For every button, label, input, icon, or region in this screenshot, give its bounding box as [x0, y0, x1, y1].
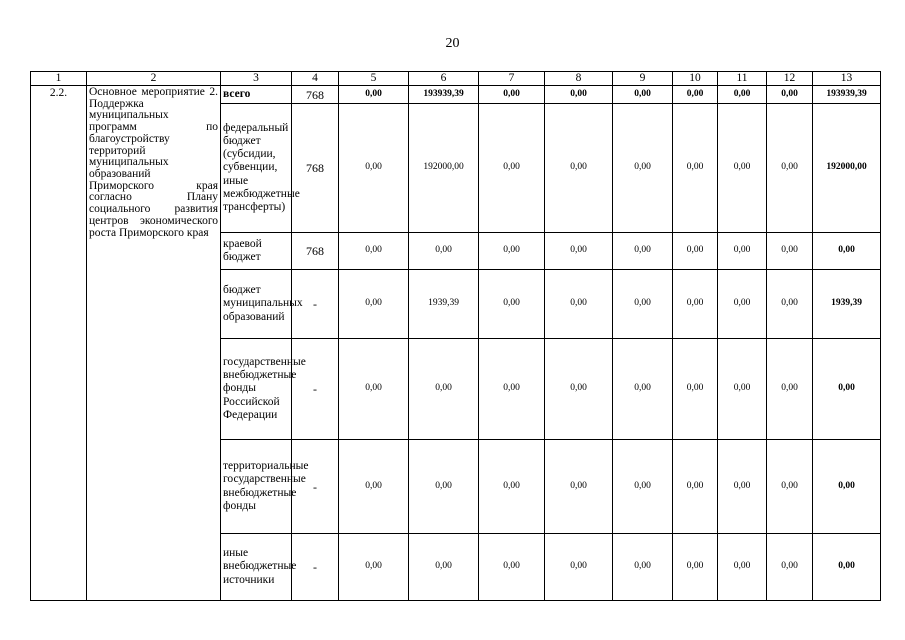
value-cell: 0,00 — [409, 534, 479, 601]
value-cell: 0,00 — [339, 86, 409, 104]
value-cell: 0,00 — [613, 86, 673, 104]
value-cell: 0,00 — [545, 440, 613, 534]
budget-code: 768 — [292, 86, 339, 104]
column-header: 11 — [718, 72, 767, 86]
value-cell: 0,00 — [339, 270, 409, 339]
item-number: 2.2. — [31, 86, 87, 601]
value-cell: 0,00 — [339, 233, 409, 270]
value-cell: 0,00 — [545, 86, 613, 104]
column-header: 2 — [87, 72, 221, 86]
value-cell: 0,00 — [479, 440, 545, 534]
budget-code: - — [292, 440, 339, 534]
value-cell: 0,00 — [409, 339, 479, 440]
total-cell: 192000,00 — [813, 104, 881, 233]
value-cell: 0,00 — [479, 534, 545, 601]
funding-source: краевой бюджет — [221, 233, 292, 270]
value-cell: 0,00 — [718, 339, 767, 440]
value-cell: 0,00 — [409, 233, 479, 270]
value-cell: 0,00 — [767, 440, 813, 534]
column-header: 8 — [545, 72, 613, 86]
budget-table — [30, 71, 881, 601]
value-cell: 0,00 — [479, 104, 545, 233]
value-cell: 0,00 — [339, 534, 409, 601]
column-header: 7 — [479, 72, 545, 86]
funding-source: федеральный бюджет (субсидии, субвенции, иные межбюджетные трансферты) — [221, 104, 292, 233]
value-cell: 0,00 — [767, 86, 813, 104]
value-cell: 0,00 — [545, 233, 613, 270]
value-cell: 0,00 — [613, 270, 673, 339]
value-cell: 0,00 — [613, 104, 673, 233]
value-cell: 0,00 — [479, 233, 545, 270]
value-cell: 0,00 — [673, 534, 718, 601]
total-cell: 193939,39 — [813, 86, 881, 104]
column-header: 10 — [673, 72, 718, 86]
value-cell: 0,00 — [613, 534, 673, 601]
value-cell: 0,00 — [613, 233, 673, 270]
value-cell: 0,00 — [339, 104, 409, 233]
value-cell: 0,00 — [718, 270, 767, 339]
value-cell: 0,00 — [718, 233, 767, 270]
total-cell: 1939,39 — [813, 270, 881, 339]
total-cell: 0,00 — [813, 534, 881, 601]
value-cell: 0,00 — [613, 440, 673, 534]
value-cell: 0,00 — [545, 104, 613, 233]
budget-code: 768 — [292, 104, 339, 233]
budget-code: - — [292, 270, 339, 339]
funding-source: всего — [221, 86, 292, 104]
column-header: 3 — [221, 72, 292, 86]
column-header: 4 — [292, 72, 339, 86]
total-cell: 0,00 — [813, 233, 881, 270]
value-cell: 0,00 — [545, 534, 613, 601]
column-header: 6 — [409, 72, 479, 86]
value-cell: 193939,39 — [409, 86, 479, 104]
value-cell: 0,00 — [767, 339, 813, 440]
column-header: 9 — [613, 72, 673, 86]
value-cell: 0,00 — [673, 270, 718, 339]
funding-source: территориальные государственные внебюджетные фонды — [221, 440, 292, 534]
value-cell: 0,00 — [479, 270, 545, 339]
value-cell: 192000,00 — [409, 104, 479, 233]
value-cell: 0,00 — [673, 104, 718, 233]
value-cell: 0,00 — [767, 233, 813, 270]
funding-source: иные внебюджетные источники — [221, 534, 292, 601]
value-cell: 0,00 — [545, 270, 613, 339]
value-cell: 0,00 — [673, 233, 718, 270]
value-cell: 0,00 — [718, 86, 767, 104]
total-cell: 0,00 — [813, 440, 881, 534]
column-header: 1 — [31, 72, 87, 86]
column-header: 12 — [767, 72, 813, 86]
value-cell: 0,00 — [545, 339, 613, 440]
budget-code: - — [292, 339, 339, 440]
value-cell: 0,00 — [718, 104, 767, 233]
column-header: 13 — [813, 72, 881, 86]
value-cell: 0,00 — [339, 440, 409, 534]
total-cell: 0,00 — [813, 339, 881, 440]
value-cell: 0,00 — [767, 270, 813, 339]
value-cell: 0,00 — [718, 440, 767, 534]
column-header: 5 — [339, 72, 409, 86]
value-cell: 0,00 — [339, 339, 409, 440]
value-cell: 0,00 — [479, 339, 545, 440]
item-description: Основное мероприятие 2. Поддержка муниципальных программ по благоустройству территорий муниципальных образований Приморского края согласно Плану социального развития центров экономического роста Приморского края — [87, 86, 221, 601]
value-cell: 0,00 — [613, 339, 673, 440]
value-cell: 0,00 — [673, 339, 718, 440]
value-cell: 0,00 — [479, 86, 545, 104]
table-row — [31, 86, 881, 104]
value-cell: 0,00 — [718, 534, 767, 601]
value-cell: 1939,39 — [409, 270, 479, 339]
page-number: 20 — [445, 36, 460, 51]
value-cell: 0,00 — [673, 440, 718, 534]
funding-source: бюджет муниципальных образований — [221, 270, 292, 339]
budget-code: 768 — [292, 233, 339, 270]
value-cell: 0,00 — [767, 104, 813, 233]
value-cell: 0,00 — [673, 86, 718, 104]
column-number-row — [31, 72, 881, 86]
value-cell: 0,00 — [767, 534, 813, 601]
funding-source: государственные внебюджетные фонды Российской Федерации — [221, 339, 292, 440]
value-cell: 0,00 — [409, 440, 479, 534]
budget-code: - — [292, 534, 339, 601]
